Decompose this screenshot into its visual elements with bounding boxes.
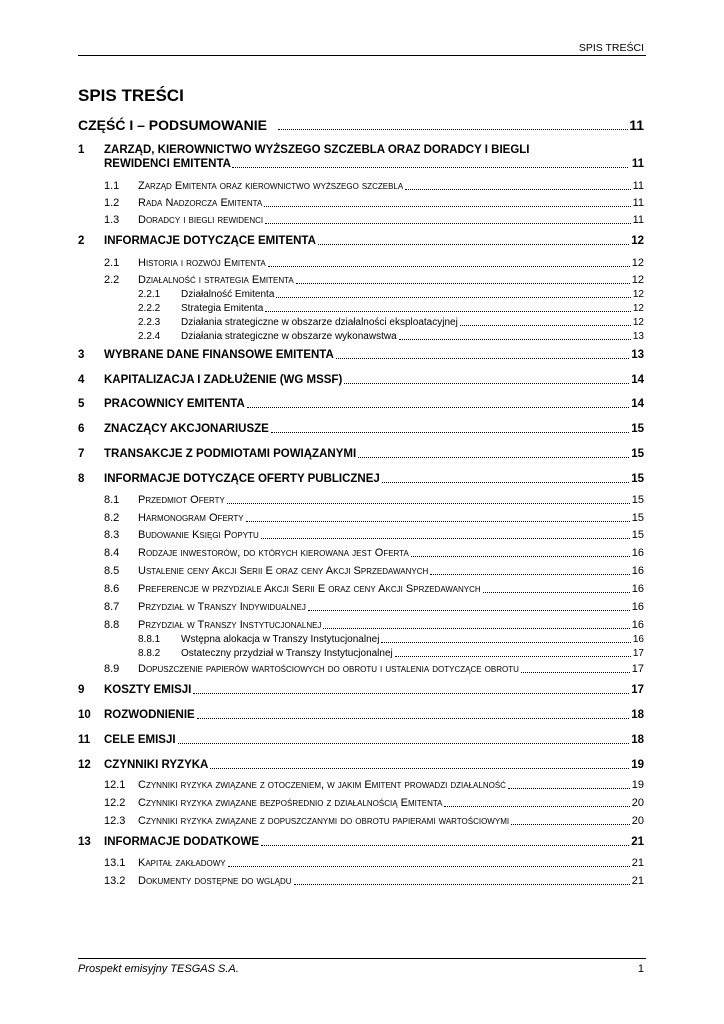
- toc-entry[interactable]: [0, 510, 724, 526]
- toc-entry-number: 2.2.1: [138, 289, 161, 300]
- toc-page-number: 15: [631, 422, 644, 435]
- toc-page-number: 21: [631, 875, 644, 887]
- toc-entry-label: INFORMACJE DOTYCZĄCE OFERTY PUBLICZNEJ: [104, 472, 380, 485]
- toc-entry-number: 8.8.2: [138, 648, 161, 659]
- toc-entry[interactable]: [0, 527, 724, 543]
- toc-entry-label: Przydział w Transzy Indywidualnej: [138, 601, 306, 613]
- toc-entry[interactable]: [0, 471, 724, 487]
- toc-entry-number: 8.8: [104, 619, 120, 631]
- toc-entry-number: 7: [78, 447, 85, 460]
- toc-entry[interactable]: [0, 255, 724, 271]
- toc-entry[interactable]: [0, 233, 724, 249]
- toc-page-number: 19: [631, 758, 644, 771]
- toc-entry-label: Działalność Emitenta: [181, 289, 275, 300]
- toc-page-number: 15: [631, 472, 644, 485]
- toc-page-number: 16: [632, 634, 644, 645]
- toc-dot-leader: [511, 824, 630, 825]
- toc-entry-label: Przedmiot Oferty: [138, 494, 225, 506]
- toc-page-number: 17: [631, 683, 644, 696]
- toc-entry[interactable]: [0, 372, 724, 388]
- toc-dot-leader: [227, 503, 630, 504]
- toc-page-number: 12: [632, 317, 644, 328]
- toc-entry-label: Działalność i strategia Emitenta: [138, 274, 294, 286]
- toc-entry-label: Strategia Emitenta: [181, 303, 264, 314]
- toc-entry[interactable]: [0, 732, 724, 748]
- toc-page-number: 16: [631, 565, 644, 577]
- toc-dot-leader: [308, 610, 630, 611]
- toc-page-number: 16: [631, 619, 644, 631]
- page-title: SPIS TREŚCI: [78, 86, 184, 105]
- toc-page-number: 20: [631, 815, 644, 827]
- toc-entry-number: 8.7: [104, 601, 120, 613]
- toc-dot-leader: [444, 806, 629, 807]
- footer-page-number: 1: [637, 963, 644, 975]
- toc-dot-leader: [264, 206, 630, 207]
- toc-page-number: 14: [631, 373, 644, 386]
- toc-entry-number: 1.2: [104, 197, 120, 209]
- toc-entry-number: 9: [78, 683, 85, 696]
- toc-dot-leader: [323, 628, 629, 629]
- toc-entry[interactable]: [0, 563, 724, 579]
- footer-document-name: Prospekt emisyjny TESGAS S.A.: [78, 963, 239, 975]
- toc-page-number: 21: [631, 857, 644, 869]
- toc-entry-label: Dokumenty dostępne do wglądu: [138, 875, 292, 887]
- toc-entry-number: 2: [78, 234, 85, 247]
- toc-dot-leader: [178, 743, 630, 744]
- toc-dot-leader: [399, 339, 631, 340]
- toc-entry[interactable]: [0, 813, 724, 829]
- toc-entry[interactable]: [0, 396, 724, 412]
- toc-entry-number: 4: [78, 373, 85, 386]
- toc-entry-label: Rada Nadzorcza Emitenta: [138, 197, 263, 209]
- toc-dot-leader: [381, 642, 630, 643]
- toc-dot-leader: [405, 189, 630, 190]
- toc-page-number: 15: [631, 529, 644, 541]
- toc-part-label: CZĘŚĆ I – PODSUMOWANIE: [78, 117, 268, 133]
- toc-dot-leader: [358, 457, 629, 458]
- toc-page-number: 19: [631, 779, 644, 791]
- toc-entry-number: 12.3: [104, 815, 126, 827]
- toc-entry[interactable]: [0, 328, 724, 344]
- toc-dot-leader: [268, 266, 630, 267]
- toc-entry-number: 8.9: [104, 663, 120, 675]
- toc-dot-leader: [261, 845, 629, 846]
- toc-entry-label: Budowanie Księgi Popytu: [138, 529, 259, 541]
- toc-entry-label: Czynniki ryzyka związane z dopuszczanymi do obrotu papierami wartościowymi: [138, 815, 510, 827]
- toc-dot-leader: [278, 129, 628, 130]
- toc-entry-number: 12.2: [104, 797, 126, 809]
- toc-entry[interactable]: [0, 777, 724, 793]
- toc-entry-number: 12.1: [104, 779, 126, 791]
- toc-dot-leader: [247, 407, 629, 408]
- toc-entry-line2: [0, 156, 724, 172]
- toc-part-heading[interactable]: [0, 116, 724, 134]
- toc-entry[interactable]: [0, 873, 724, 889]
- toc-entry-number: 8.1: [104, 494, 120, 506]
- toc-dot-leader: [276, 297, 631, 298]
- toc-entry-label-line2: REWIDENCI EMITENTA: [104, 157, 231, 170]
- toc-dot-leader: [344, 383, 629, 384]
- toc-entry-number: 8.2: [104, 512, 120, 524]
- toc-entry-label: Ostateczny przydział w Transzy Instytucjonalnej: [181, 648, 393, 659]
- toc-entry[interactable]: [0, 682, 724, 698]
- toc-page-number: 11: [631, 157, 644, 170]
- toc-entry-label: Czynniki ryzyka związane z otoczeniem, w jakim Emitent prowadzi działalność: [138, 779, 506, 791]
- toc-page-number: 13: [631, 348, 644, 361]
- toc-entry-number: 5: [78, 397, 85, 410]
- toc-entry-label-line1: ZARZĄD, KIEROWNICTWO WYŻSZEGO SZCZEBLA ORAZ DORADCY I BIEGLI: [104, 144, 530, 156]
- toc-dot-leader: [382, 482, 629, 483]
- toc-dot-leader: [508, 788, 630, 789]
- toc-entry-number: 8.3: [104, 529, 120, 541]
- toc-page-number: 17: [631, 663, 644, 675]
- toc-entry-label: Harmonogram Oferty: [138, 512, 244, 524]
- toc-entry-label: INFORMACJE DODATKOWE: [104, 835, 260, 848]
- toc-page-number: 16: [631, 583, 644, 595]
- toc-entry-number: 8: [78, 472, 85, 485]
- footer-rule: [78, 958, 646, 959]
- toc-dot-leader: [265, 223, 630, 224]
- toc-entry-number: 10: [78, 708, 91, 721]
- toc-entry[interactable]: [0, 757, 724, 773]
- toc-entry-number: 8.6: [104, 583, 120, 595]
- toc-entry-label: INFORMACJE DOTYCZĄCE EMITENTA: [104, 234, 316, 247]
- running-header: SPIS TREŚCI: [578, 42, 644, 54]
- toc-dot-leader: [483, 592, 630, 593]
- toc-dot-leader: [210, 768, 629, 769]
- toc-dot-leader: [294, 884, 630, 885]
- toc-entry[interactable]: [0, 446, 724, 462]
- toc-entry-label: Historia i rozwój Emitenta: [138, 257, 266, 269]
- toc-page-number: 11: [632, 197, 644, 209]
- toc-page-number: 13: [632, 331, 644, 342]
- toc-entry[interactable]: [0, 599, 724, 615]
- toc-page-number: 11: [629, 117, 644, 133]
- toc-page-number: 12: [632, 289, 644, 300]
- toc-dot-leader: [265, 311, 631, 312]
- toc-entry-number: 1.1: [104, 180, 120, 192]
- toc-entry-label: Wstępna alokacja w Transzy Instytucjonalnej: [181, 634, 380, 645]
- toc-entry-label: ROZWODNIENIE: [104, 708, 195, 721]
- toc-dot-leader: [246, 521, 630, 522]
- toc-entry-number: 1.3: [104, 214, 120, 226]
- toc-entry-label: Ustalenie ceny Akcji Serii E oraz ceny Akcji Sprzedawanych: [138, 565, 429, 577]
- toc-page-number: 21: [631, 835, 644, 848]
- toc-entry[interactable]: [0, 645, 724, 661]
- toc-entry-number: 2.1: [104, 257, 120, 269]
- toc-entry[interactable]: [0, 545, 724, 561]
- toc-entry-label: KAPITALIZACJA I ZADŁUŻENIE (WG MSSF): [104, 373, 343, 386]
- toc-entry[interactable]: [0, 661, 724, 677]
- toc-page-number: 16: [631, 547, 644, 559]
- toc-entry-number: 8.5: [104, 565, 120, 577]
- toc-entry[interactable]: [0, 212, 724, 228]
- toc-dot-leader: [395, 656, 631, 657]
- toc-entry-label: Kapitał zakładowy: [138, 857, 226, 869]
- toc-dot-leader: [336, 358, 629, 359]
- toc-entry-number: 2.2.2: [138, 303, 161, 314]
- toc-page-number: 11: [632, 214, 644, 226]
- toc-entry-label: TRANSAKCJE Z PODMIOTAMI POWIĄZANYMI: [104, 447, 357, 460]
- toc-dot-leader: [197, 718, 629, 719]
- toc-entry-number: 13.1: [104, 857, 126, 869]
- toc-entry[interactable]: [0, 855, 724, 871]
- toc-entry[interactable]: [0, 795, 724, 811]
- toc-page-number: 20: [631, 797, 644, 809]
- toc-dot-leader: [411, 556, 630, 557]
- toc-entry-number: 13: [78, 835, 91, 848]
- toc-entry-number: 6: [78, 422, 85, 435]
- toc-page-number: 18: [631, 733, 644, 746]
- toc-entry-number: 8.4: [104, 547, 120, 559]
- toc-dot-leader: [228, 866, 630, 867]
- toc-entry[interactable]: [0, 421, 724, 437]
- toc-page-number: 12: [631, 257, 644, 269]
- toc-page-number: 12: [631, 274, 644, 286]
- toc-entry-number: 11: [78, 733, 91, 746]
- toc-entry-number: 2.2.4: [138, 331, 161, 342]
- toc-entry[interactable]: [0, 178, 724, 194]
- toc-entry-number: 12: [78, 758, 91, 771]
- toc-entry-number: 3: [78, 348, 85, 361]
- toc-entry[interactable]: [0, 347, 724, 363]
- toc-dot-leader: [261, 538, 630, 539]
- toc-page-number: 12: [632, 303, 644, 314]
- toc-entry-number: 1: [78, 144, 85, 156]
- toc-entry-number: 13.2: [104, 875, 126, 887]
- toc-dot-leader: [430, 574, 629, 575]
- toc-entry-label: Rodzaje inwestorów, do których kierowana jest Oferta: [138, 547, 409, 559]
- toc-entry[interactable]: [0, 834, 724, 850]
- toc-page-number: 15: [631, 512, 644, 524]
- toc-page-number: 18: [631, 708, 644, 721]
- toc-entry[interactable]: [0, 581, 724, 597]
- toc-page-number: 16: [631, 601, 644, 613]
- toc-entry-label: Działania strategiczne w obszarze wykonawstwa: [181, 331, 397, 342]
- toc-entry-label: Preferencje w przydziale Akcji Serii E oraz ceny Akcji Sprzedawanych: [138, 583, 481, 595]
- toc-page-number: 15: [631, 494, 644, 506]
- toc-entry-number: 2.2.3: [138, 317, 161, 328]
- toc-entry-label: Doradcy i biegli rewidenci: [138, 214, 264, 226]
- toc-entry-number: 2.2: [104, 274, 120, 286]
- toc-dot-leader: [193, 693, 629, 694]
- toc-entry-label: Zarząd Emitenta oraz kierownictwo wyższego szczebla: [138, 180, 404, 192]
- toc-dot-leader: [232, 167, 628, 168]
- toc-entry-label: CELE EMISJI: [104, 733, 176, 746]
- toc-page-number: 14: [631, 397, 644, 410]
- toc-entry[interactable]: [0, 707, 724, 723]
- toc-entry-label: Dopuszczenie papierów wartościowych do obrotu i ustalenia dotyczące obrotu: [138, 663, 519, 675]
- toc-entry-label: ZNACZĄCY AKCJONARIUSZE: [104, 422, 269, 435]
- toc-dot-leader: [271, 432, 629, 433]
- toc-entry-label: CZYNNIKI RYZYKA: [104, 758, 209, 771]
- toc-entry-label: KOSZTY EMISJI: [104, 683, 192, 696]
- toc-page-number: 11: [632, 180, 644, 192]
- toc-dot-leader: [318, 244, 629, 245]
- toc-entry[interactable]: [0, 492, 724, 508]
- toc-entry-label: Działania strategiczne w obszarze działalności eksploatacyjnej: [181, 317, 458, 328]
- toc-page-number: 15: [631, 447, 644, 460]
- toc-page-number: 17: [632, 648, 644, 659]
- toc-entry-label: PRACOWNICY EMITENTA: [104, 397, 245, 410]
- toc-page-number: 12: [631, 234, 644, 247]
- toc-dot-leader: [460, 325, 631, 326]
- header-rule: [78, 55, 646, 56]
- toc-entry[interactable]: [0, 195, 724, 211]
- toc-dot-leader: [296, 283, 630, 284]
- toc-entry-number: 8.8.1: [138, 634, 161, 645]
- toc-dot-leader: [521, 672, 630, 673]
- toc-entry-label: Przydział w Transzy Instytucjonalnej: [138, 619, 322, 631]
- toc-entry-label: Czynniki ryzyka związane bezpośrednio z działalnością Emitenta: [138, 797, 443, 809]
- toc-entry-label: WYBRANE DANE FINANSOWE EMITENTA: [104, 348, 334, 361]
